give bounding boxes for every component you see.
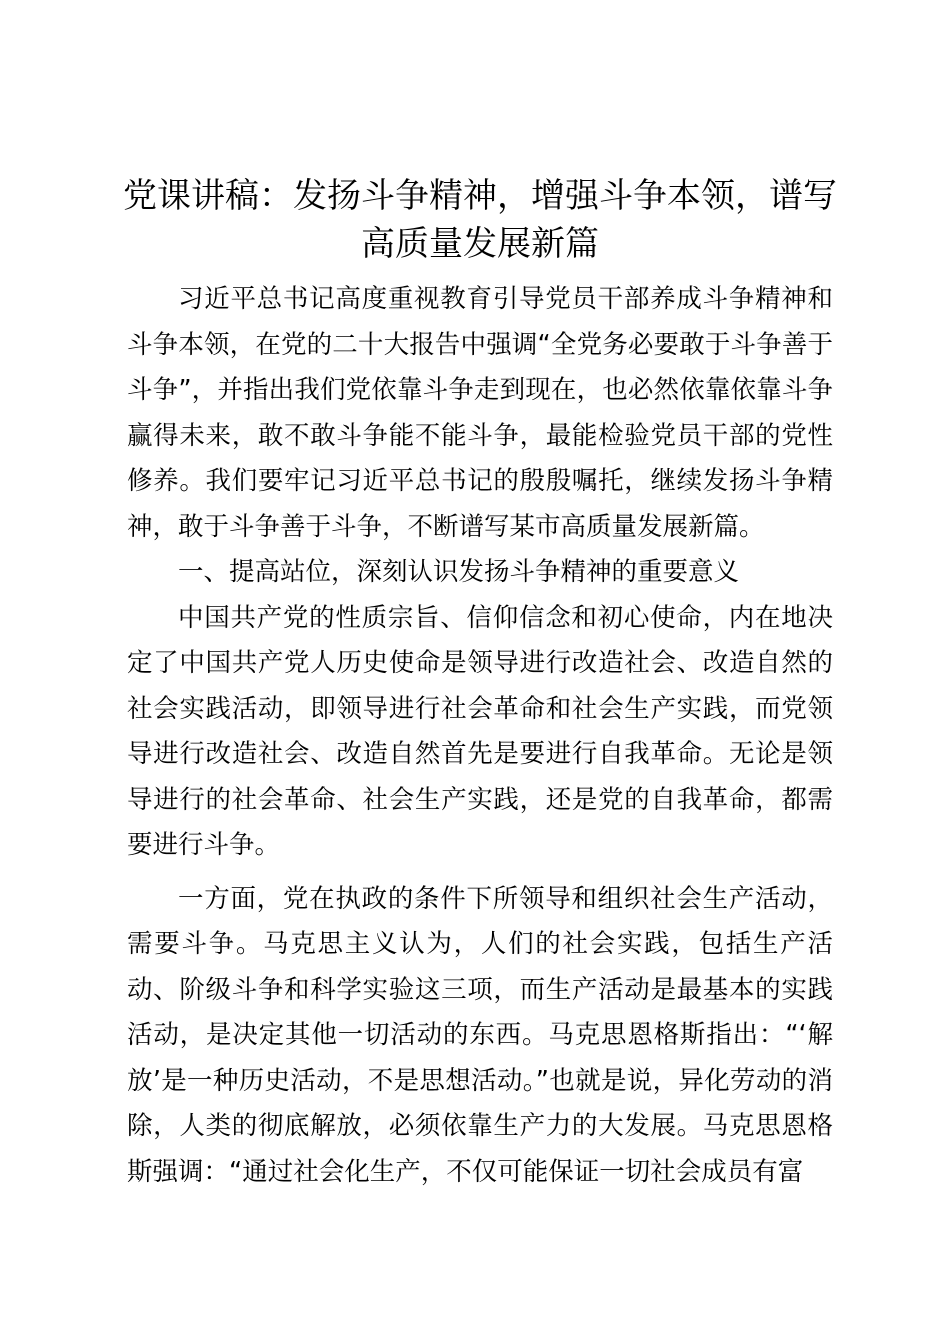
document-body (127, 277, 833, 1195)
intro-paragraph: 习近平总书记高度重视教育引导党员干部养成斗争精神和斗争本领，在党的二十大报告中强调“全党务必要敢于斗争善于斗争”，并指出我们党依靠斗争走到现在，也必然依靠依靠斗争赢得未来，敢不敢斗争能不能斗争，最能检验党员干部的党性修养。我们要牢记习近平总书记的殷殷嘱托，继续发扬斗争精神，敢于斗争善于斗争，不断谱写某市高质量发展新篇。 (127, 284, 833, 542)
document-title: 党课讲稿：发扬斗争精神，增强斗争本领，谱写高质量发展新篇 (123, 176, 837, 264)
body-paragraph: 一方面，党在执政的条件下所领导和组织社会生产活动，需要斗争。马克思主义认为，人们的社会实践，包括生产活动、阶级斗争和科学实验这三项，而生产活动是最基本的实践活动，是决定其他一切活动的东西。马克思恩格斯指出：“‘解放’是一种历史活动，不是思想活动。”也就是说，异化劳动的消除，人类的彻底解放，必须依靠生产力的大发展。马克思恩格斯强调：“通过社会化生产，不仅可能保证一切社会成员有富 (127, 883, 833, 1187)
body-paragraph: 中国共产党的性质宗旨、信仰信念和初心使命，内在地决定了中国共产党人历史使命是领导进行改造社会、改造自然的社会实践活动，即领导进行社会革命和社会生产实践，而党领导进行改造社会、改造自然首先是要进行自我革命。无论是领导进行的社会革命、社会生产实践，还是党的自我革命，都需要进行斗争。 (127, 602, 833, 860)
section-heading: 一、提高站位，深刻认识发扬斗争精神的重要意义 (178, 557, 740, 587)
